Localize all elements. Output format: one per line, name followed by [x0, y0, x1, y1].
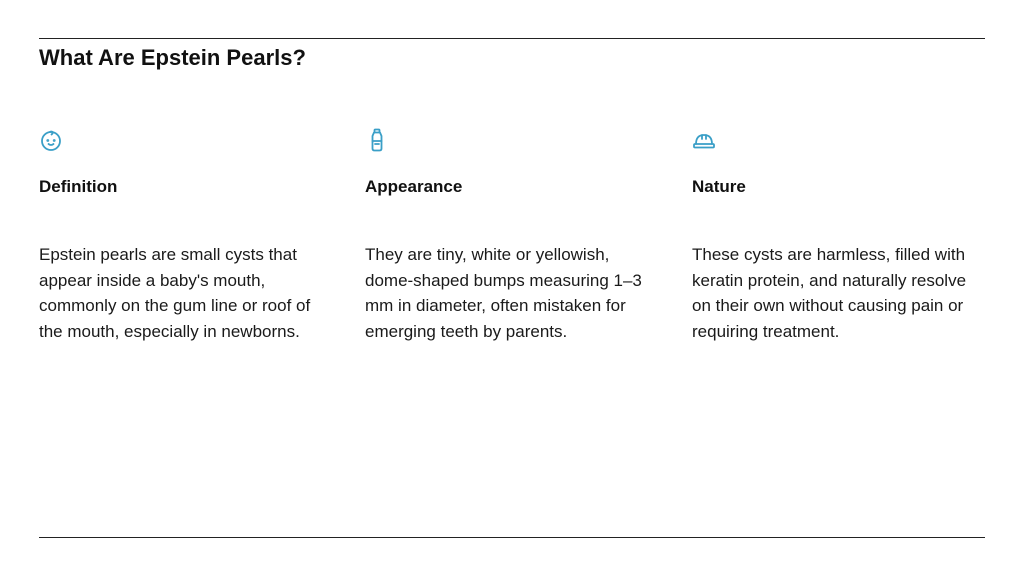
helmet-icon [692, 128, 716, 152]
baby-face-icon [39, 128, 63, 152]
column-body: Epstein pearls are small cysts that appear inside a baby's mouth, commonly on the gum line or roof of the mouth, especially in newborns. [39, 245, 311, 341]
column-heading: Definition [39, 177, 118, 196]
top-divider [39, 38, 985, 39]
column-appearance [365, 128, 655, 341]
baby-bottle-icon [365, 128, 389, 152]
column-definition [39, 128, 329, 341]
page-title: What Are Epstein Pearls? [39, 45, 306, 70]
column-nature [692, 128, 982, 341]
bottom-divider [39, 537, 985, 538]
column-heading: Nature [692, 177, 746, 196]
column-body: They are tiny, white or yellowish, dome-shaped bumps measuring 1–3 mm in diameter, often mistaken for emerging teeth by parents. [365, 245, 642, 341]
column-heading: Appearance [365, 177, 463, 196]
column-body: These cysts are harmless, filled with keratin protein, and naturally resolve on their own without causing pain or requiring treatment. [692, 245, 967, 341]
